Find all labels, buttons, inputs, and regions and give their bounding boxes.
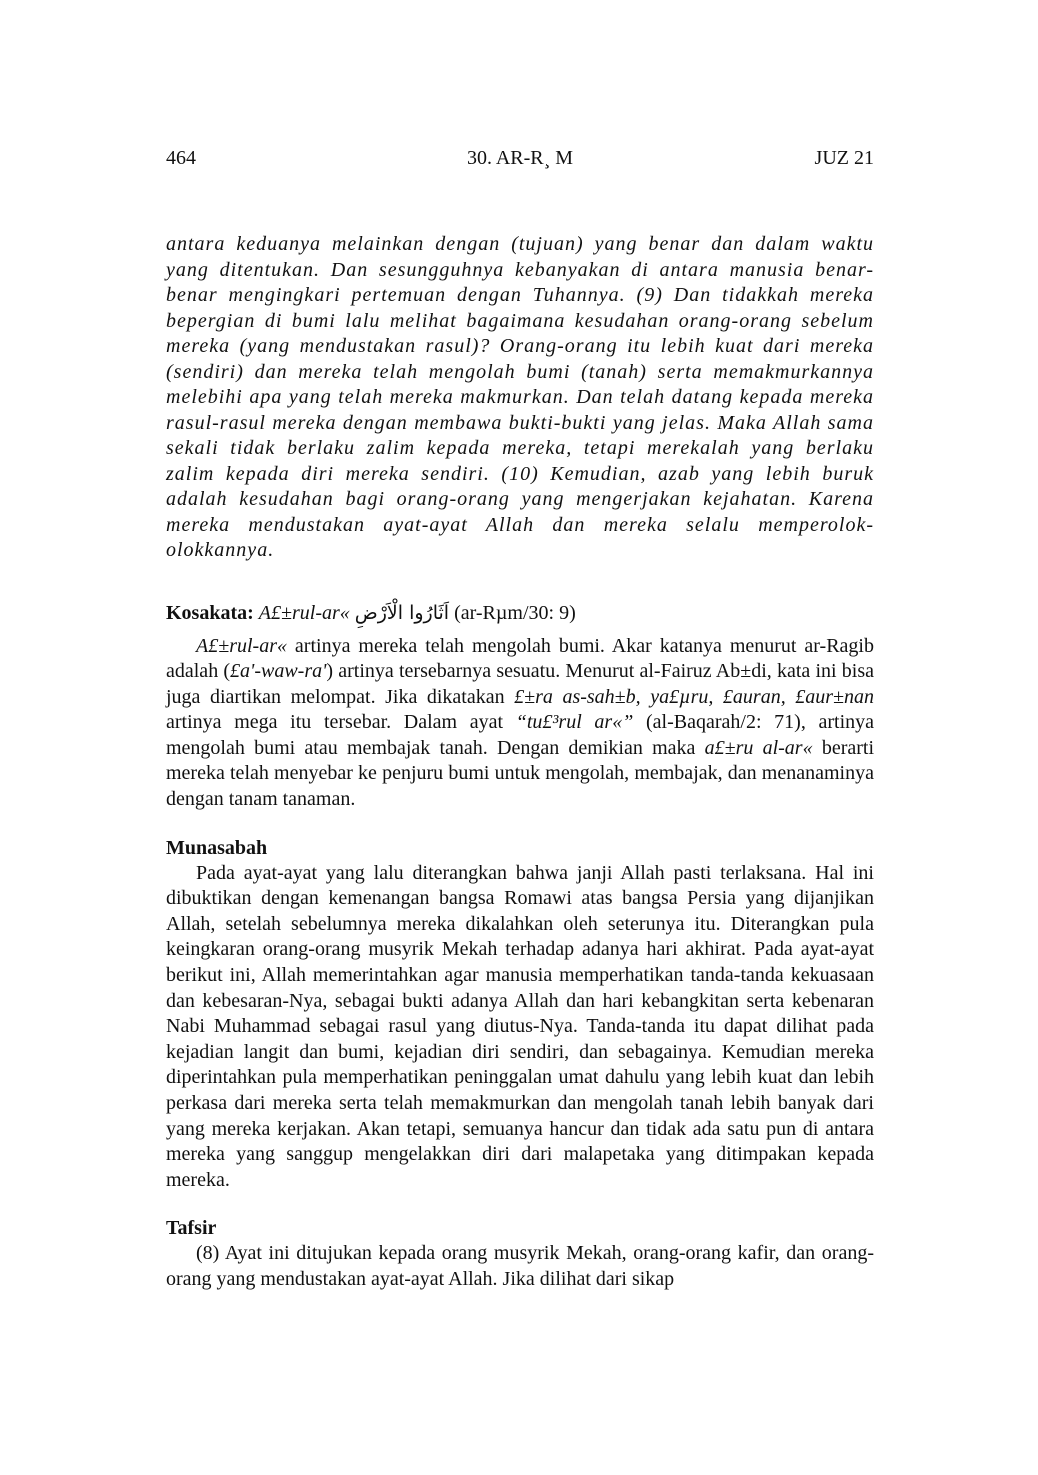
kosakata-label: Kosakata:: [166, 601, 254, 624]
italic-term: £a'-waw-ra': [230, 660, 327, 683]
juz-label: JUZ 21: [814, 147, 874, 169]
body-text: berarti mereka telah menyebar ke penjuru bumi untuk mengolah, membajak, dan menanaminya dengan tanam tanaman.: [166, 736, 875, 811]
page-header: [166, 147, 874, 173]
page-content: [166, 232, 874, 1293]
tafsir-text: (8) Ayat ini ditujukan kepada orang musyrik Mekah, orang-orang kafir, dan orang-orang yang mendustakan ayat-ayat Allah. Jika dilihat dari sikap: [166, 1242, 874, 1290]
arabic-term: اَثَارُوا الْاَرْضِ: [354, 601, 450, 624]
kosakata-reference: (ar-Rµm/30: 9): [454, 601, 576, 624]
kosakata-line: [166, 600, 874, 626]
munasabah-heading: Munasabah: [166, 836, 268, 859]
italic-term: £±ra as-sah±b, ya£µru, £auran, £aur±nan: [514, 685, 874, 708]
italic-term: a£±ru al-ar«: [704, 736, 813, 759]
page-number: 464: [166, 147, 196, 169]
chapter-title: 30. AR-R¸ M: [466, 147, 574, 169]
tafsir-heading: Tafsir: [166, 1217, 217, 1240]
kosakata-term: A£±rul-ar«: [258, 601, 350, 624]
body-text: ) artinya tersebarnya sesuatu. Menurut al-Fairuz Ab±di, kata ini bisa juga diartikan melompat. Jika dikatakan: [166, 660, 874, 708]
verse-translation: antara keduanya melainkan dengan (tujuan) yang benar dan dalam waktu yang ditentukan. Dan sesungguhnya kebanyakan di antara manusia benar-benar mengingkari pertemuan dengan Tuhannya. (9) Dan tidakkah mereka bepergian di bumi lalu melihat bagaimana kesudahan orang-orang sebelum mereka (yang mendustakan rasul)? Orang-orang itu lebih kuat dari mereka (sendiri) dan mereka telah mengolah bumi (tanah) serta memakmurkannya melebihi apa yang telah mereka makmurkan. Dan telah datang kepada mereka rasul-rasul mereka dengan membawa bukti-bukti yang jelas. Maka Allah sama sekali tidak berlaku zalim kepada mereka, tetapi merekalah yang berlaku zalim kepada diri mereka sendiri. (10) Kemudian, azab yang lebih buruk adalah kesudahan bagi orang-orang yang mengerjakan kejahatan. Karena mereka mendustakan ayat-ayat Allah dan mereka selalu memperolok-olokkannya.: [166, 233, 874, 561]
body-text: artinya mereka telah mengolah bumi. Akar katanya menurut ar-Ragib adalah (: [166, 634, 874, 683]
italic-term: A£±rul-ar«: [196, 634, 287, 657]
italic-term: “tu£³rul ar«”: [515, 711, 634, 734]
body-text: artinya mega itu tersebar. Dalam ayat: [166, 711, 516, 734]
munasabah-text: Pada ayat-ayat yang lalu diterangkan bahwa janji Allah pasti terlaksana. Hal ini dibuktikan dengan kemenangan bangsa Romawi atas bangsa Persia yang dijanjikan Allah, setelah sebelumnya mereka dikalahkan oleh seterunya itu. Diterangkan pula keingkaran orang-orang musyrik Mekah terhadap adanya hari akhirat. Pada ayat-ayat berikut ini, Allah memerintahkan agar manusia memperhatikan tanda-tanda kekuasaan dan kebesaran-Nya, sebagai bukti adanya Allah dan hari kebangkitan serta kebenaran Nabi Muhammad sebagai rasul yang diutus-Nya. Tanda-tanda itu dapat dilihat pada kejadian langit dan bumi, kejadian diri sendiri, dan sebagainya. Kemudian mereka diperintahkan pula memperhatikan peninggalan umat dahulu yang lebih kuat dan lebih perkasa dari mereka serta telah memakmurkan dan mengolah tanah lebih banyak dari yang mereka kerjakan. Akan tetapi, semuanya hancur dan tidak ada satu pun di antara mereka yang sanggup mengelakkan diri dari malapetaka yang ditimpakan kepada mereka.: [166, 861, 874, 1191]
body-text: (al-Baqarah/2: 71), artinya mengolah bumi atau membajak tanah. Dengan demikian maka: [166, 711, 875, 759]
kosakata-explanation: [166, 634, 874, 813]
